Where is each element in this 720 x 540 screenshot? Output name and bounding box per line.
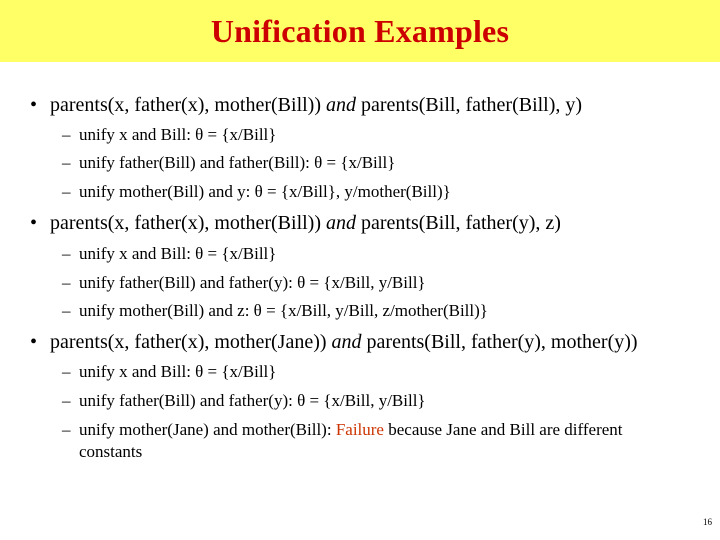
dash-icon: – [62,125,71,144]
bullet-3-and: and [331,331,362,353]
bullet-icon: • [30,94,38,116]
sub-item-text: unify father(Bill) and father(y): θ = {x/Bill, y/Bill} [79,273,426,292]
bullet-3-left: parents(x, father(x), mother(Jane)) [50,331,327,353]
dash-icon: – [62,301,71,320]
dash-icon: – [62,362,71,381]
bullet-1 [30,93,582,117]
dash-icon: – [62,182,71,201]
page-number: 16 [703,517,712,527]
bullet-3-right: parents(Bill, father(y), mother(y)) [366,331,638,353]
sub-item-2-2 [62,272,662,294]
sub-item-text [79,419,632,463]
bullet-icon: • [30,212,38,234]
bullet-3 [30,330,638,354]
failure-item-reason: because Jane and Bill are different constants [79,420,623,461]
sub-item-text: unify x and Bill: θ = {x/Bill} [79,244,277,263]
sub-item-text: unify mother(Bill) and z: θ = {x/Bill, y/Bill, z/mother(Bill)} [79,301,488,320]
sub-item-3-2 [62,390,662,412]
dash-icon: – [62,153,71,172]
sub-item-3-1 [62,361,662,383]
bullet-1-right: parents(Bill, father(Bill), y) [361,94,583,116]
sub-item-1-1 [62,124,662,146]
dash-icon: – [62,273,71,292]
bullet-2-left: parents(x, father(x), mother(Bill)) [50,212,322,234]
sub-item-3-3 [62,419,632,463]
sub-item-2-3 [62,300,662,322]
sub-item-2-1 [62,243,662,265]
bullet-1-and: and [326,94,357,116]
dash-icon: – [62,244,71,263]
failure-label: Failure [335,420,384,439]
bullet-1-left: parents(x, father(x), mother(Bill)) [50,94,322,116]
sub-item-text: unify x and Bill: θ = {x/Bill} [79,125,277,144]
failure-item-lead: unify mother(Jane) and mother(Bill): [79,420,332,439]
sub-item-1-3 [62,181,662,203]
bullet-2-right: parents(Bill, father(y), z) [361,212,561,234]
sub-item-text: unify x and Bill: θ = {x/Bill} [79,362,277,381]
bullet-icon: • [30,331,38,353]
sub-item-text: unify mother(Bill) and y: θ = {x/Bill}, y/mother(Bill)} [79,182,451,201]
sub-item-text: unify father(Bill) and father(y): θ = {x/Bill, y/Bill} [79,391,426,410]
dash-icon: – [62,391,71,410]
sub-item-1-2 [62,152,662,174]
sub-item-text: unify father(Bill) and father(Bill): θ = {x/Bill} [79,153,396,172]
slide-title: Unification Examples [210,12,510,49]
bullet-2 [30,211,561,235]
dash-icon: – [62,420,71,439]
title-bar [0,0,720,62]
bullet-2-and: and [326,212,357,234]
